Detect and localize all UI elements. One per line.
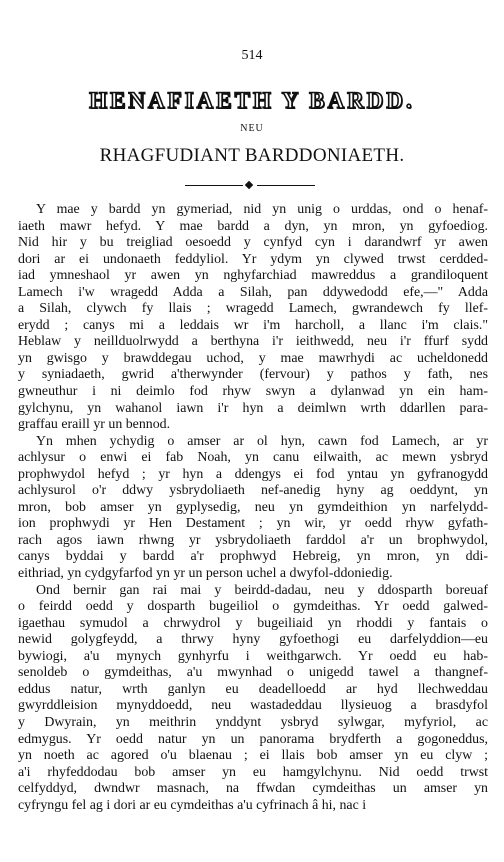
text-line: Heblaw y neillduolrwydd a berthyna i'r ieithwedd, neu i'r ffurf sydd xyxy=(18,334,488,350)
text-line: ion prophwydi yr Hen Destament ; yn wir, yr oedd rhyw gyfath- xyxy=(18,516,488,532)
text-line: newid golygfeydd, a thrwy hyny gyfoethogi eu darfelyddion—eu xyxy=(18,632,488,648)
text-line: gwyrddleision mynyddoedd, neu wastadeddau llysieuog a brasdyfol xyxy=(18,698,488,714)
text-line: celfyddyd, dwndwr masnach, na ffwdan cymdeithas un amser yn xyxy=(18,781,488,797)
text-line: bywiogi, a'u mynych gynhyrfu i weithgarwch. Yr oedd eu hab- xyxy=(18,648,488,664)
text-line: Lamech i'w wragedd Adda a Silah, pan ddywedodd efe,—" Adda xyxy=(18,284,488,300)
paragraph xyxy=(18,434,488,583)
text-line: Nid hir y bu treigliad oesoedd y cynfyd cyn i darandwrf yr awen xyxy=(18,235,488,251)
text-line: iaeth mawr hefyd. Y mae bardd a dyn, yn mron, yn gyfoediog. xyxy=(18,218,488,234)
text-line: Yn mhen ychydig o amser ar ol hyn, cawn fod Lamech, ar yr xyxy=(36,433,488,449)
text-line: cyfryngu fel ag i dori ar eu cymdeithas a'u cyfrinach â hi, nac i xyxy=(18,797,367,813)
diamond-ornament-icon xyxy=(245,181,253,189)
text-line: a Silah, clywch fy llais ; wragedd Lamech, gwrandewch fy llef- xyxy=(18,301,488,317)
main-title: HENAFIAETH Y BARDD. xyxy=(89,88,415,113)
text-line: senoldeb o gymdeithas, a'u mwynhad o unigedd tawel a thangnef- xyxy=(18,665,488,681)
ornament-line-right xyxy=(257,185,315,186)
text-line: canys byddai y bardd a'r prophwyd Hebreig, yn mron, yn ddi- xyxy=(18,549,488,565)
text-line: prophwydol hefyd ; yr hyn a ddengys ei fod yntau yn gyfranogydd xyxy=(18,466,488,482)
text-line: edmygus. Yr oedd natur yn un panorama brydferth a gogoneddus, xyxy=(18,731,488,747)
text-line: Y mae y bardd yn gymeriad, nid yn unig o urddas, ond o henaf- xyxy=(36,202,488,217)
ornament-divider xyxy=(185,182,315,190)
ornament-line-left xyxy=(185,185,243,186)
page-number: 514 xyxy=(241,48,263,63)
text-line: gwneuthur i ni deimlo fod rhyw swyn a dylanwad yn ein ham- xyxy=(18,384,488,400)
text-line: erydd ; canys mi a leddais wr i'm harcholl, a llanc i'm clais." xyxy=(18,317,488,333)
text-line: rach agos iawn rhwng yr ysbrydoliaeth farddol a'r un brophwydol, xyxy=(18,532,488,548)
text-line: Ond bernir gan rai mai y beirdd-dadau, neu y ddosparth boreuaf xyxy=(36,582,488,598)
text-line: igaethau symudol a chrwydrol y bugeiliaid yn rhoddi y fantais o xyxy=(18,615,488,631)
text-line: dori ar ei undonaeth feddyliol. Yr ydym yn clywed trwst cerdded- xyxy=(18,251,488,267)
title-conjunction: NEU xyxy=(240,123,264,134)
text-line: y Dwyrain, yn meithrin ynddynt ysbryd sylwgar, myfyriol, ac xyxy=(18,714,488,730)
text-line: a'i rhyfeddodau bob amser yn eu hamgylchynu. Nid oedd trwst xyxy=(18,764,488,780)
text-line: achlysurol o'r ddwy ysbrydoliaeth nef-anedig hyny ag oeddynt, yn xyxy=(18,483,488,499)
text-line: eddus natur, wrth ganlyn eu deadelloedd ar hyd llechweddau xyxy=(18,681,488,697)
text-line: iad ymneshaol yr awen yn nghyfarchiad mawreddus a grandiloquent xyxy=(18,268,488,284)
text-line: achlysur o enwi ei fab Noah, yn canu eilwaith, ac mewn ysbryd xyxy=(18,450,488,466)
text-line: gylchynu, yn wahanol iawn i'r hyn a deimlwn wrth ddarllen para- xyxy=(18,400,488,416)
text-line: o feirdd oedd y dosparth bugeiliol o gymdeithas. Yr oedd galwed- xyxy=(18,599,488,615)
paragraph xyxy=(18,583,488,815)
text-line: mron, bob amser yn gyplysedig, neu yn gymdeithion yn narfelydd- xyxy=(18,499,488,515)
text-line: eithriad, yn cydgyfarfod yn yr un person uchel a dwyfol-ddoniedig. xyxy=(18,566,393,582)
text-line: yn noeth ac agored o'u blaenau ; ei llais bob amser yn eu clyw ; xyxy=(18,748,488,764)
body-text xyxy=(18,202,488,814)
text-line: graffau eraill yr un bennod. xyxy=(18,417,171,433)
text-line: y syniadaeth, gwrid a'therwynder (fervour) y pathos y fath, nes xyxy=(18,367,488,383)
paragraph xyxy=(18,202,488,434)
sub-title: RHAGFUDIANT BARDDONIAETH. xyxy=(99,145,405,166)
text-line: yn gwisgo y brawddegau uchod, y mae mawrhydi ac ucheldonedd xyxy=(18,350,488,366)
